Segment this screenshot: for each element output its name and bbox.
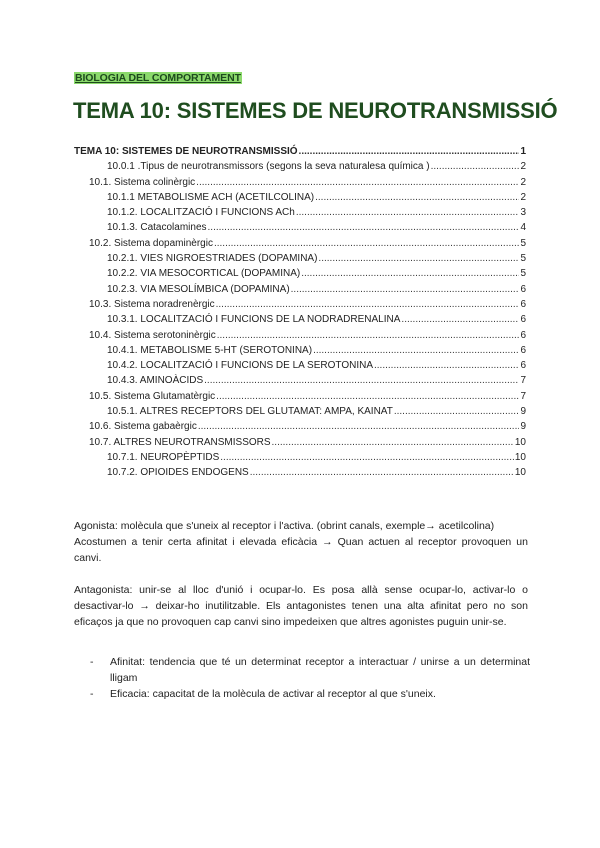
agonista-paragraph <box>74 518 528 566</box>
toc-entry[interactable]: 10.1. Sistema colinèrgic ..... 2 <box>74 177 526 192</box>
toc-entry[interactable]: 10.3. Sistema noradrenèrgic ..... 6 <box>74 299 526 314</box>
toc-entry[interactable]: 10.2.3. VIA MESOLÍMBICA (DOPAMINA) ..... 6 <box>74 284 526 299</box>
list-item: - Afinitat: tendencia que té un determinat receptor a interactuar / unirse a un determinat lligam <box>90 656 530 684</box>
toc-entry[interactable]: 10.3.1. LOCALITZACIÓ I FUNCIONS DE LA NODRADRENALINA ..... 6 <box>74 314 526 329</box>
toc-entry[interactable]: 10.7.2. OPIOIDES ENDOGENS ..... 10 <box>74 467 526 482</box>
toc-entry[interactable]: 10.4. Sistema serotoninèrgic ..... 6 <box>74 330 526 345</box>
toc-entry[interactable]: 10.1.3. Catacolamines ..... 4 <box>74 222 526 237</box>
definitions-list <box>90 654 530 702</box>
agonista-note: Acostumen a tenir certa afinitat i elevada eficàcia → Quan actuen al receptor provoquen un canvi. <box>74 536 528 564</box>
antagonista-paragraph: Antagonista: unir-se al lloc d'unió i ocupar-lo. Es posa allà sense ocupar-lo, activar-lo o desactivar-lo → deixar-ho inutilitzable. Els antagonistes tenen una alta afinitat pero no son eficaços ja que no provoquen cap canvi sino impedeixen que altres agonistes puguin unir-se. <box>74 584 528 628</box>
toc-entry[interactable]: 10.7. ALTRES NEUROTRANSMISSORS ..... 10 <box>74 437 526 452</box>
toc-entry[interactable]: 10.4.3. AMINOÀCIDS ..... 7 <box>74 375 526 390</box>
toc-entry[interactable]: 10.4.1. METABOLISME 5-HT (SEROTONINA) ..... 6 <box>74 345 526 360</box>
toc-entry[interactable]: 10.2. Sistema dopaminèrgic ..... 5 <box>74 238 526 253</box>
agonista-definition: Agonista: molècula que s'uneix al receptor i l'activa. (obrint canals, exemple→ acetilcolina) <box>74 520 495 532</box>
page-title: TEMA 10: SISTEMES DE NEUROTRANSMISSIÓ <box>73 98 558 123</box>
toc-entry[interactable]: 10.4.2. LOCALITZACIÓ I FUNCIONS DE LA SEROTONINA ..... 6 <box>74 360 526 375</box>
toc-entry[interactable]: 10.1.1 METABOLISME ACH (ACETILCOLINA) ..... 2 <box>74 192 526 207</box>
toc-entry[interactable]: 10.7.1. NEUROPÈPTIDS ..... 10 <box>74 452 526 467</box>
toc-entry[interactable]: 10.2.2. VIA MESOCORTICAL (DOPAMINA) ..... 5 <box>74 268 526 283</box>
toc-entry[interactable]: 10.5. Sistema Glutamatèrgic ..... 7 <box>74 391 526 406</box>
toc-entry[interactable]: 10.0.1 .Tipus de neurotransmissors (segons la seva naturalesa química ) ..... 2 <box>74 161 526 176</box>
list-item: - Eficacia: capacitat de la molècula de activar al receptor al que s'uneix. <box>90 688 436 700</box>
toc-entry[interactable]: TEMA 10: SISTEMES DE NEUROTRANSMISSIÓ ..... 1 <box>74 146 526 161</box>
table-of-contents <box>74 146 526 483</box>
course-label: BIOLOGIA DEL COMPORTAMENT <box>75 72 241 84</box>
toc-entry[interactable]: 10.1.2. LOCALITZACIÓ I FUNCIONS ACh ..... 3 <box>74 207 526 222</box>
toc-entry[interactable]: 10.2.1. VIES NIGROESTRIADES (DOPAMINA) ..... 5 <box>74 253 526 268</box>
toc-entry[interactable]: 10.6. Sistema gabaèrgic ..... 9 <box>74 421 526 436</box>
toc-entry[interactable]: 10.5.1. ALTRES RECEPTORS DEL GLUTAMAT: AMPA, KAINAT ..... 9 <box>74 406 526 421</box>
